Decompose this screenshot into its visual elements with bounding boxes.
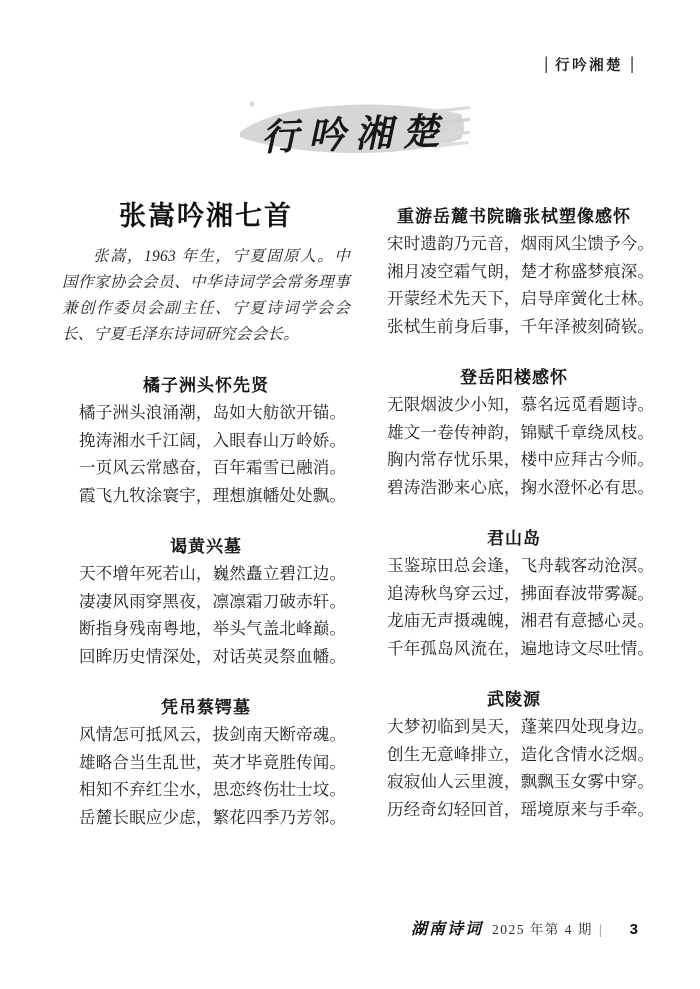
- poem-block: [62, 694, 350, 831]
- poem-line: 湘月凌空霜气朗，楚才称盛梦痕深。: [387, 261, 655, 281]
- right-column: [370, 203, 658, 823]
- poem-line: 回眸历史情深处，对话英灵祭血幡。: [79, 646, 347, 666]
- poem-title: 谒黄兴墓: [170, 537, 242, 556]
- poem-line: 凄凄风雨穿黑夜，凛凛霜刀破赤轩。: [79, 591, 347, 611]
- author-bio: 张嵩，1963 年生，宁夏固原人。中国作家协会会员、中华诗词学会常务理事兼创作委员会副主任、宁夏诗词学会会长、宁夏毛泽东诗词研究会会长。: [62, 248, 350, 343]
- poem-line: 龙庙无声摄魂魄，湘君有意撼心灵。: [387, 611, 655, 630]
- footer-divider: |: [598, 923, 602, 938]
- poem-line: 雄略合当生乱世，英才毕竟胜传闻。: [79, 752, 347, 772]
- poem-line: 霞飞九牧涂寰宇，理想旗幡处处飘。: [79, 485, 347, 505]
- poem-block: [62, 533, 350, 670]
- poem-title: 武陵源: [487, 690, 541, 709]
- poem-title: 君山岛: [487, 529, 541, 548]
- poem-line: 岳麓长眠应少虑，繁花四季乃芳邻。: [79, 807, 347, 827]
- left-poems: [62, 372, 350, 831]
- page-number: 3: [629, 921, 638, 938]
- poem-line: 宋时遗韵乃元音，烟雨风尘馈予今。: [387, 234, 655, 253]
- poem-title: 橘子洲头怀先贤: [143, 376, 269, 395]
- poem-line: 胸内常存忧乐果，楼中应拜古今师。: [387, 450, 655, 469]
- poem-line: 张栻生前身后事，千年泽被刻碕嵚。: [387, 316, 655, 336]
- poem-line: 大梦初临到昊天，蓬莱四处现身边。: [387, 717, 655, 736]
- poem-line: 追涛秋鸟穿云过，拂面春波带雾凝。: [387, 583, 655, 603]
- poem-block: [370, 525, 658, 662]
- poem-block: [370, 364, 658, 501]
- poem-block: [62, 372, 350, 509]
- running-head-title: 行吟湘楚: [555, 58, 624, 74]
- poem-title: 重游岳麓书院瞻张栻塑像感怀: [397, 207, 631, 226]
- running-head-bar-left: |: [544, 54, 549, 75]
- poem-line: 相知不弃红尘水，思恋终伤壮士坟。: [79, 780, 347, 799]
- poem-line: 雄文一卷传神韵，锦赋千章绕凤枝。: [387, 422, 655, 442]
- poem-line: 无限烟波少小知，慕名远觅看题诗。: [387, 395, 655, 414]
- poem-line: 开蒙经术先天下，启导庠黉化士林。: [387, 289, 655, 308]
- running-head-bar-right: |: [630, 54, 634, 75]
- poem-line: 橘子洲头浪涌潮，岛如大舫欲开锚。: [79, 403, 347, 422]
- poem-line: 断指身残南粤地，举头气盖北峰巅。: [79, 619, 347, 638]
- poem-line: 寂寂仙人云里渡，飘飘玉女雾中穿。: [387, 772, 655, 791]
- poem-title: 凭吊蔡锷墓: [161, 698, 251, 717]
- poem-title: 登岳阳楼感怀: [460, 368, 568, 387]
- section-banner: [234, 92, 470, 166]
- left-column: [62, 196, 350, 831]
- poem-line: 玉鉴琼田总会逢，飞舟载客动沧溟。: [387, 556, 655, 575]
- poem-line: 天不增年死若山，巍然矗立碧江边。: [79, 564, 347, 583]
- section-banner-calligraphy: 行吟湘楚: [260, 111, 450, 160]
- issue-label: 2025 年第 4 期: [491, 922, 593, 937]
- poem-block: [370, 203, 658, 340]
- journal-name: 湖南诗词: [410, 921, 483, 938]
- poem-line: 一页风云常感奋，百年霜雪已融消。: [79, 458, 347, 477]
- poem-line: 碧涛浩渺来心底，掬水澄怀必有思。: [387, 477, 655, 497]
- page-footer: [411, 916, 638, 939]
- running-head: [544, 54, 634, 75]
- right-poems: [370, 203, 658, 823]
- article-title: 张嵩吟湘七首: [119, 201, 293, 231]
- poem-line: 风情怎可抵风云，拔剑南天断帝魂。: [79, 725, 347, 744]
- poem-block: [370, 686, 658, 823]
- poem-line: 历经奇幻轻回首，瑶境原来与手牵。: [387, 799, 655, 819]
- poem-line: 千年孤岛风流在，遍地诗文尽吐情。: [387, 638, 655, 658]
- poem-line: 创生无意峰排立，造化含情水泛烟。: [387, 744, 655, 764]
- poem-line: 挽涛湘水千江阔，入眼春山万岭娇。: [79, 430, 347, 450]
